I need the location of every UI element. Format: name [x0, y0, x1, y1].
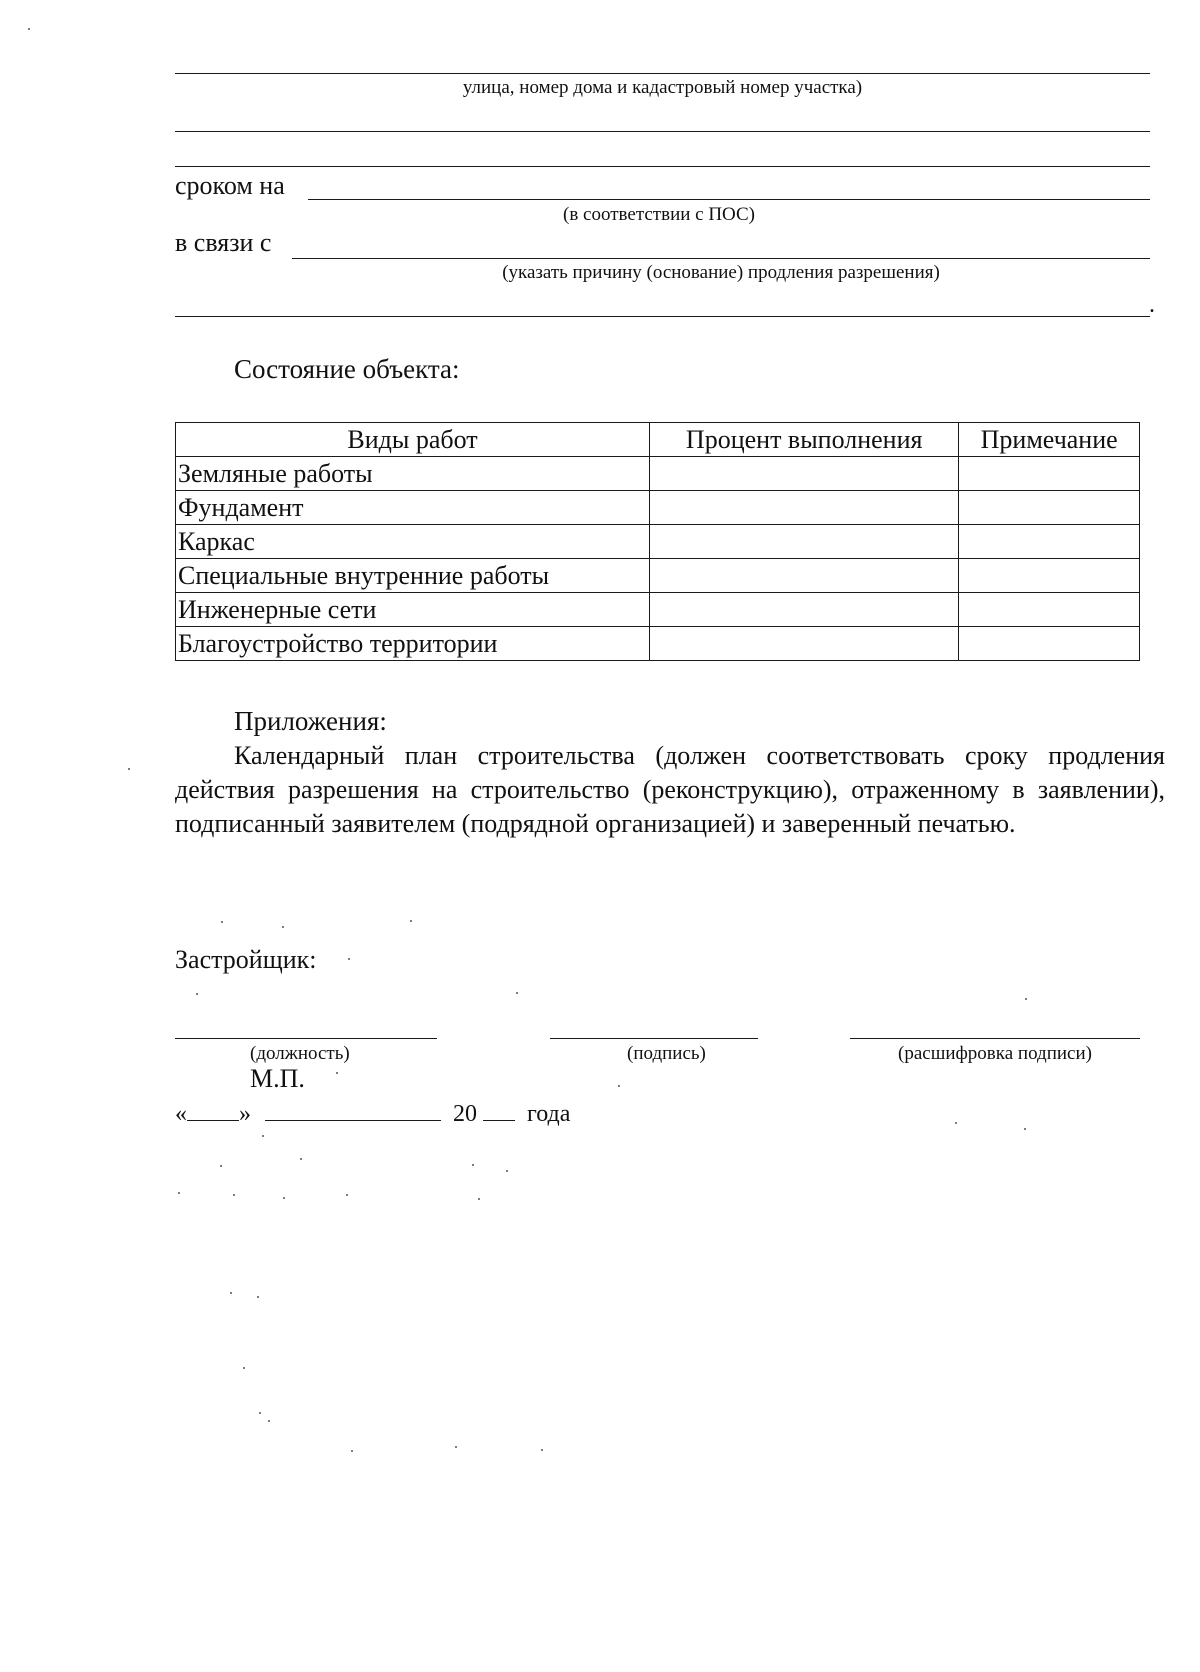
table-row: [176, 491, 1140, 525]
signature-caption: (подпись): [627, 1043, 706, 1064]
scan-speck: [516, 992, 518, 994]
reason-label: в связи с: [175, 228, 272, 257]
scan-speck: [472, 1164, 474, 1166]
scan-speck: [541, 1449, 543, 1451]
date-suffix: года: [527, 1101, 571, 1127]
note-cell[interactable]: [959, 457, 1140, 491]
scan-speck: [282, 926, 284, 928]
work-name: Земляные работы: [176, 457, 650, 491]
reason-end-mark: .: [1149, 292, 1155, 318]
term-caption: (в соответствии с ПОС): [563, 204, 756, 225]
reason-field[interactable]: [292, 258, 1150, 259]
developer-label: Застройщик:: [175, 945, 317, 974]
term-field[interactable]: [308, 199, 1150, 200]
percent-cell[interactable]: [650, 627, 959, 661]
date-open-quote: «: [175, 1101, 187, 1127]
header-work-types: Виды работ: [176, 423, 650, 457]
scan-speck: [618, 1085, 620, 1087]
scan-speck: [233, 1194, 235, 1196]
scan-speck: [196, 993, 198, 995]
scan-speck: [346, 1194, 348, 1196]
month-field[interactable]: [265, 1100, 441, 1121]
scan-speck: [220, 1165, 222, 1167]
scan-speck: [178, 1192, 180, 1194]
note-cell[interactable]: [959, 627, 1140, 661]
scan-speck: [230, 1292, 232, 1294]
percent-cell[interactable]: [650, 457, 959, 491]
work-name: Каркас: [176, 525, 650, 559]
percent-cell[interactable]: [650, 593, 959, 627]
scan-speck: [955, 1122, 957, 1124]
scan-speck: [257, 1296, 259, 1298]
percent-cell[interactable]: [650, 559, 959, 593]
header-note: Примечание: [959, 423, 1140, 457]
decoding-caption: (расшифровка подписи): [898, 1043, 1092, 1064]
object-state-heading: Состояние объекта:: [234, 354, 460, 384]
decoding-line[interactable]: [850, 1038, 1140, 1039]
header-completion-percent: Процент выполнения: [650, 423, 959, 457]
percent-cell[interactable]: [650, 491, 959, 525]
note-cell[interactable]: [959, 593, 1140, 627]
attachments-heading: Приложения:: [234, 706, 387, 736]
address-line-1[interactable]: [175, 73, 1150, 74]
scan-speck: [478, 1198, 480, 1200]
work-name: Специальные внутренние работы: [176, 559, 650, 593]
work-name: Благоустройство территории: [176, 627, 650, 661]
works-status-table: [175, 422, 1140, 661]
note-cell[interactable]: [959, 525, 1140, 559]
table-row: [176, 559, 1140, 593]
table-header-row: [176, 423, 1140, 457]
address-caption: улица, номер дома и кадастровый номер участка): [462, 77, 863, 98]
position-line[interactable]: [175, 1038, 437, 1039]
percent-cell[interactable]: [650, 525, 959, 559]
scan-speck: [128, 768, 130, 770]
year-prefix: 20: [453, 1101, 477, 1127]
scan-speck: [243, 1367, 245, 1369]
term-label: сроком на: [175, 171, 285, 200]
work-name: Фундамент: [176, 491, 650, 525]
scan-speck: [506, 1170, 508, 1172]
address-line-2[interactable]: [175, 131, 1150, 132]
scan-speck: [268, 1420, 270, 1422]
note-cell[interactable]: [959, 559, 1140, 593]
scan-speck: [259, 1412, 261, 1414]
scan-speck: [1024, 1128, 1026, 1130]
signature-line[interactable]: [550, 1038, 758, 1039]
day-field[interactable]: [187, 1100, 239, 1121]
seal-label: М.П.: [250, 1064, 305, 1093]
scan-speck: [351, 1450, 353, 1452]
scan-speck: [221, 921, 223, 923]
scan-speck: [283, 1197, 285, 1199]
year-field[interactable]: [483, 1100, 515, 1121]
attachments-text: Календарный план строительства (должен соответствовать сроку продления действия разрешения на строительство (реконструкцию), отраженному в заявлении), подписанный заявителем (подрядной организацией) и заверенный печатью.: [175, 741, 1165, 838]
table-row: [176, 593, 1140, 627]
table-row: [176, 627, 1140, 661]
reason-line-2[interactable]: [175, 316, 1150, 317]
scan-speck: [455, 1446, 457, 1448]
reason-caption: (указать причину (основание) продления разрешения): [502, 262, 940, 283]
scan-speck: [262, 1135, 264, 1137]
position-caption: (должность): [250, 1043, 350, 1064]
scan-speck: [1025, 998, 1027, 1000]
date-close-quote: »: [239, 1101, 251, 1127]
scan-speck: [28, 28, 30, 30]
scan-speck: [410, 920, 412, 922]
scan-speck: [348, 958, 350, 960]
table-row: [176, 525, 1140, 559]
note-cell[interactable]: [959, 491, 1140, 525]
scan-speck: [300, 1158, 302, 1160]
table-row: [176, 457, 1140, 491]
address-line-3[interactable]: [175, 166, 1150, 167]
work-name: Инженерные сети: [176, 593, 650, 627]
scan-speck: [336, 1072, 338, 1074]
date-row: [175, 1100, 570, 1128]
